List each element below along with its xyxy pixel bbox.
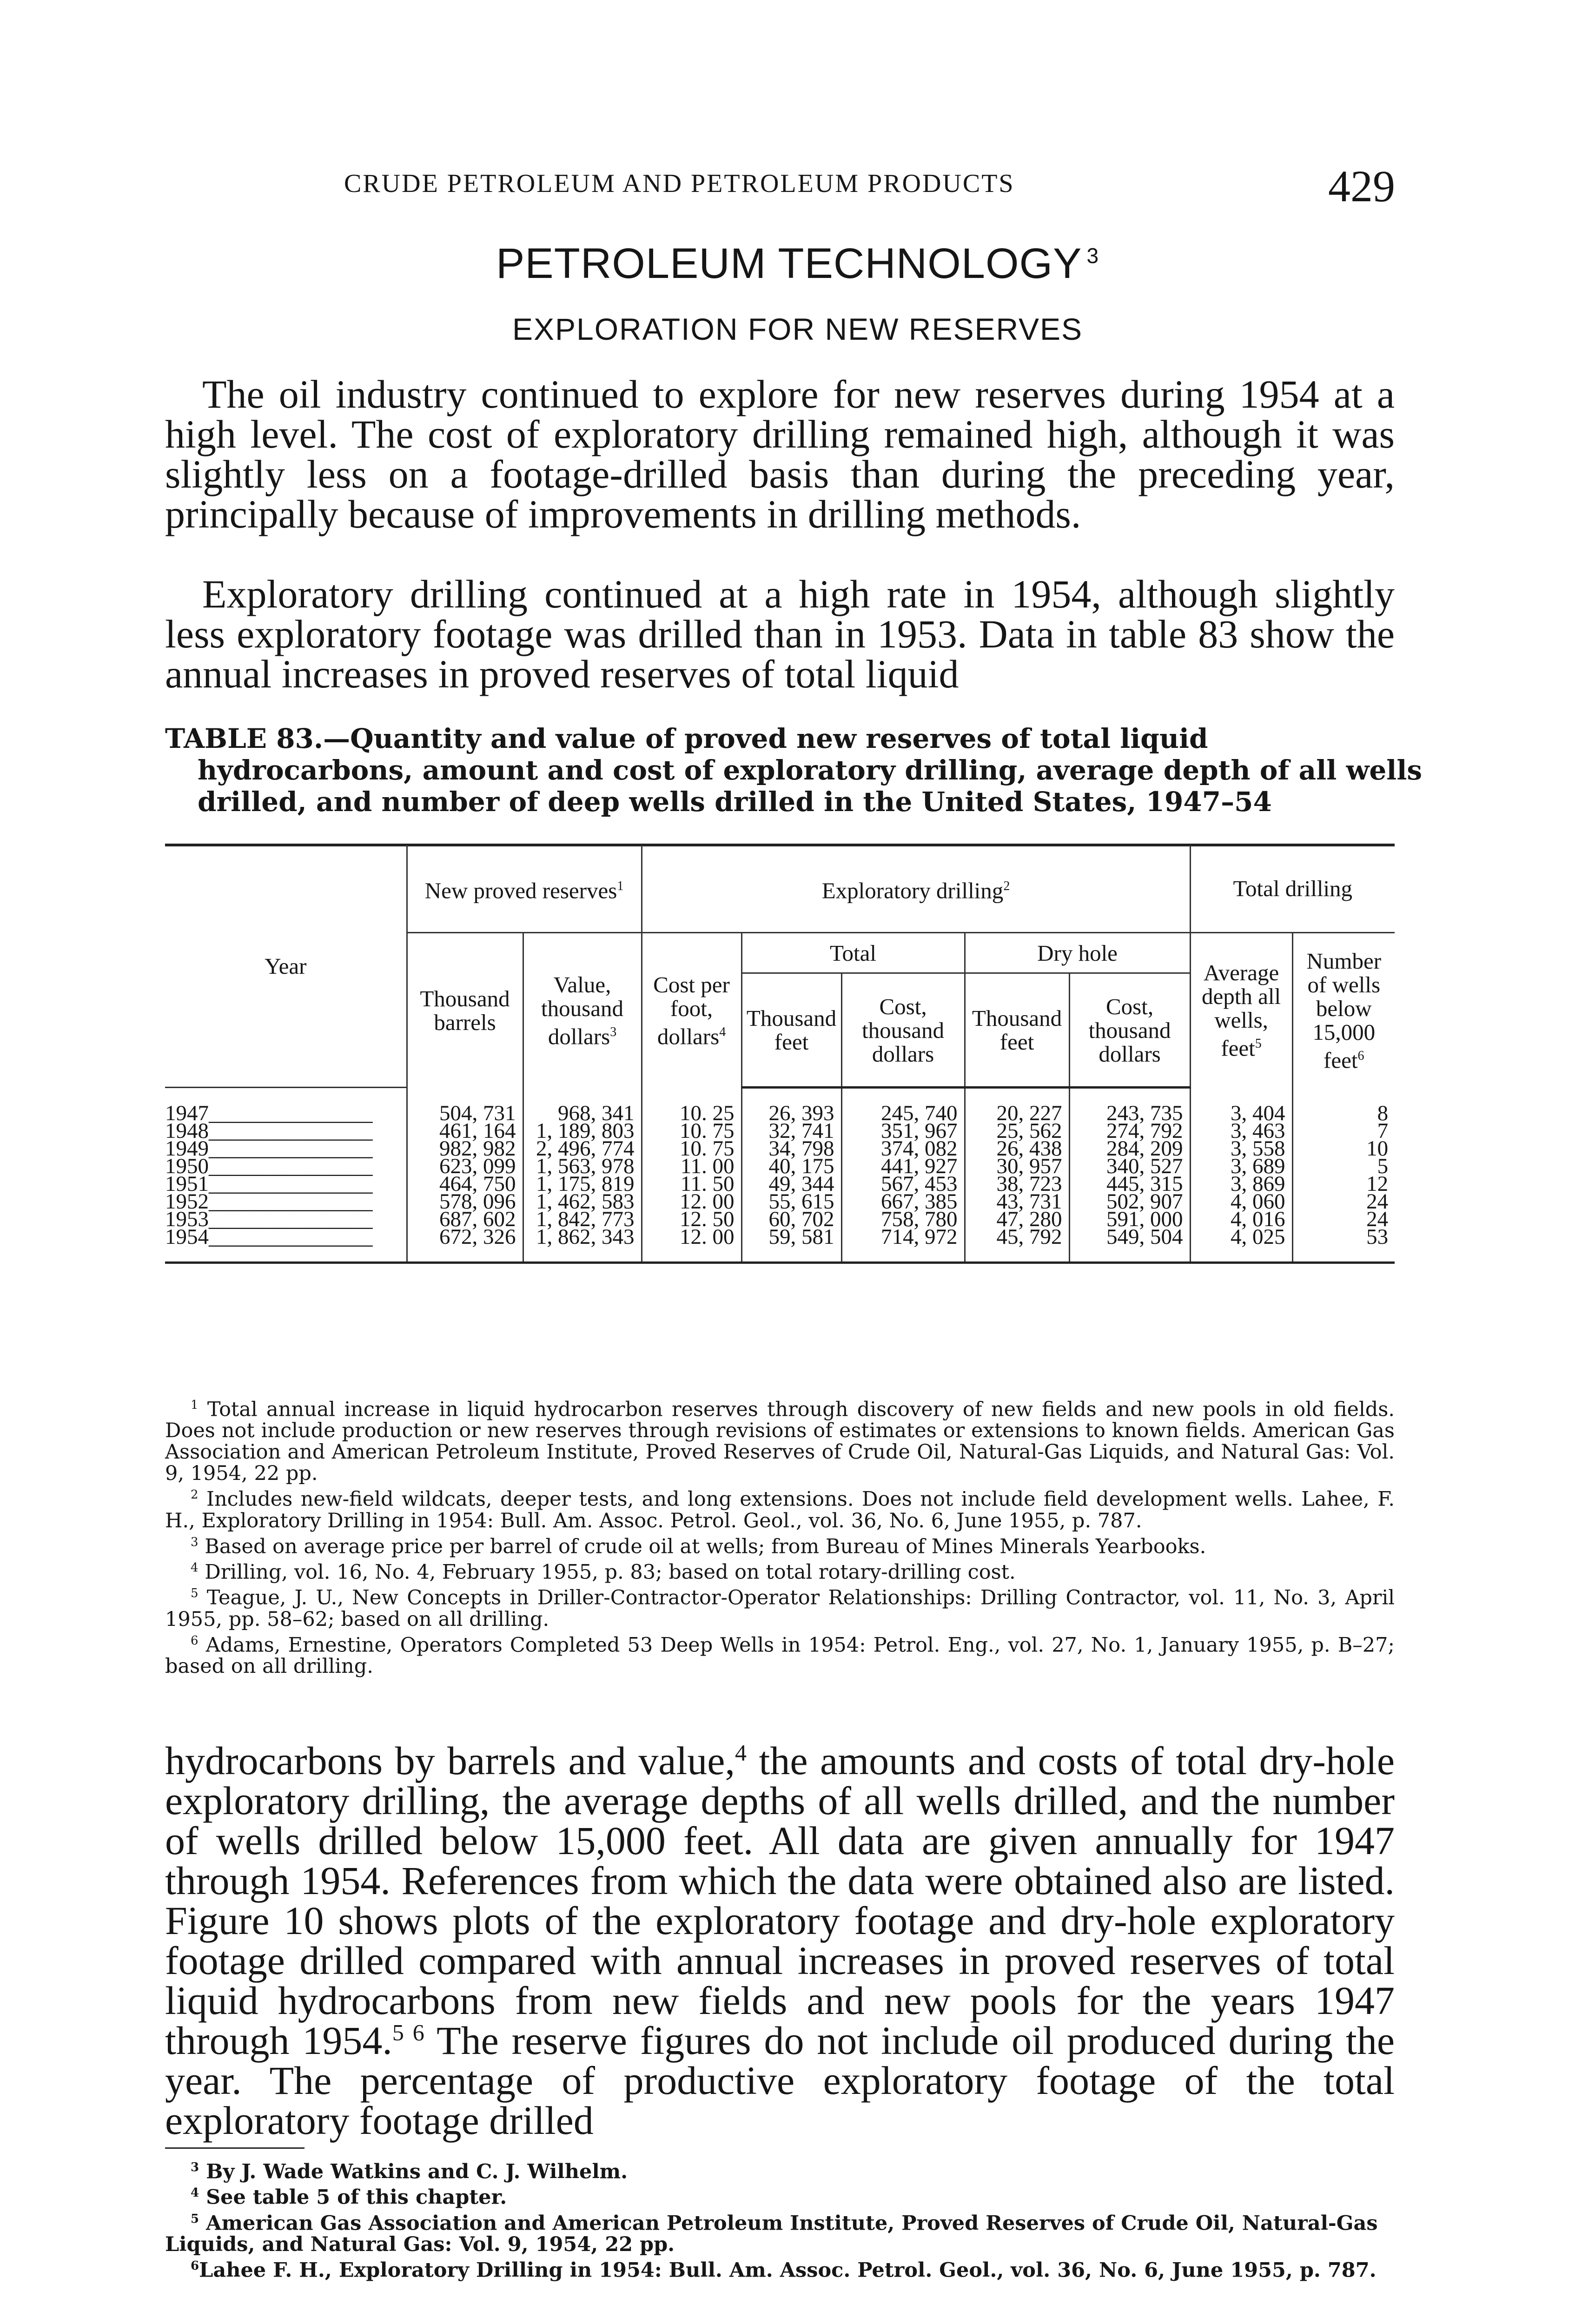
cost-per-foot-cell: 11. 50: [642, 1175, 741, 1193]
barrels-cell: 461, 164: [407, 1122, 523, 1140]
col-avg-depth-header: [1190, 933, 1292, 1088]
total-cost-cell: 245, 740: [841, 1104, 965, 1122]
group-exploratory: [642, 845, 1190, 933]
col-deep-wells-note: 6: [1357, 1048, 1364, 1063]
section-title: [0, 239, 1595, 288]
col-value-label: Value, thousand dollars: [541, 971, 623, 1049]
body-paragraph: [165, 1738, 1395, 2143]
col-barrels-label: Thousand barrels: [420, 985, 510, 1035]
total-cost-cell: 374, 082: [841, 1140, 965, 1157]
table-body: [165, 1088, 1395, 1263]
col-year-label: Year: [265, 953, 307, 979]
value-cell: 1, 563, 978: [523, 1157, 642, 1175]
value-cell: 1, 842, 773: [523, 1210, 642, 1228]
value-cell: 1, 175, 819: [523, 1175, 642, 1193]
dry-feet-cell: 25, 562: [965, 1122, 1069, 1140]
deep-wells-cell: 5: [1292, 1157, 1395, 1175]
table-row: [165, 1228, 1395, 1246]
group-new-reserves: [407, 845, 642, 933]
intro-paragraph-1: [165, 374, 1395, 534]
footnote-rule: [165, 2147, 304, 2149]
barrels-cell: 464, 750: [407, 1175, 523, 1193]
subgroup-total: Total: [741, 933, 965, 973]
deep-wells-cell: 24: [1292, 1210, 1395, 1228]
table-note: $^2$ Includes new-field wildcats, deeper tests, and long extensions. Does not include field development wells. Lahee, F. H., Exploratory Drilling in 1954: Bull. Am. Assoc. Petrol. Geol., vol. 36, No. 6, June 1955, p. 787.: [165, 1487, 1395, 1532]
year-cell: 1954_______________: [165, 1225, 373, 1249]
reserves-table: [165, 845, 1395, 1264]
dry-cost-cell: 502, 907: [1069, 1193, 1190, 1210]
year-cell: 1947_______________: [165, 1101, 373, 1125]
dry-cost-cell: 549, 504: [1069, 1228, 1190, 1246]
col-barrels-header: [407, 933, 523, 1088]
table-note: $^1$ Total annual increase in liquid hydrocarbon reserves through discovery of new fields and new pools in old fields. Does not include production or new reserves through revisions of estimates or extensions to known fields. American Gas Association and American Petroleum Institute, Proved Reserves of Crude Oil, Natural-Gas Liquids, and Natural Gas: Vol. 9, 1954, 22 pp.: [165, 1398, 1395, 1486]
table-notes: [165, 1394, 1395, 1677]
dry-feet-cell: 38, 723: [965, 1175, 1069, 1193]
avg-depth-cell: 4, 060: [1190, 1193, 1292, 1210]
group-total-drilling-label: Total drilling: [1233, 876, 1353, 901]
barrels-cell: 623, 099: [407, 1157, 523, 1175]
value-cell: 968, 341: [523, 1104, 642, 1122]
group-exploratory-note: 2: [1003, 879, 1010, 894]
avg-depth-cell: 3, 689: [1190, 1157, 1292, 1175]
dry-feet-cell: 20, 227: [965, 1104, 1069, 1122]
total-feet-cell: 49, 344: [741, 1175, 841, 1193]
dry-feet-cell: 43, 731: [965, 1193, 1069, 1210]
col-cost-per-foot-label: Cost per foot, dollars: [653, 971, 730, 1049]
total-feet-cell: 34, 798: [741, 1140, 841, 1157]
total-cost-cell: 441, 927: [841, 1157, 965, 1175]
col-value-note: 3: [610, 1024, 617, 1039]
dry-cost-cell: 243, 735: [1069, 1104, 1190, 1122]
value-cell: 1, 189, 803: [523, 1122, 642, 1140]
intro-paragraph-2: [165, 574, 1395, 694]
page-number: 429: [1328, 161, 1395, 211]
avg-depth-cell: 3, 463: [1190, 1122, 1292, 1140]
total-feet-cell: 40, 175: [741, 1157, 841, 1175]
value-cell: 1, 862, 343: [523, 1228, 642, 1246]
body-text-3: The reserve figures do not include oil produced during the year. The percentage of productive exploratory footage of the total exploratory footage drilled: [165, 2018, 1395, 2143]
section-title-text: PETROLEUM TECHNOLOGY: [496, 240, 1082, 287]
year-cell: 1949_______________: [165, 1136, 373, 1161]
year-cell: 1950_______________: [165, 1154, 373, 1178]
total-cost-cell: 567, 453: [841, 1175, 965, 1193]
value-cell: 1, 462, 583: [523, 1193, 642, 1210]
total-feet-cell: 55, 615: [741, 1193, 841, 1210]
table-caption: TABLE 83.—Quantity and value of proved new reserves of total liquid hydrocarbons, amount and cost of exploratory drilling, average depth of all wells drilled, and number of deep wells drilled in the United States, 1947–54: [165, 723, 1423, 818]
dry-feet-cell: 47, 280: [965, 1210, 1069, 1228]
footnote: $^5$ American Gas Association and American Petroleum Institute, Proved Reserves of Crude Oil, Natural-Gas Liquids, and Natural Gas: Vol. 9, 1954, 22 pp.: [165, 2211, 1378, 2256]
group-exploratory-label: Exploratory drilling: [821, 878, 1004, 904]
year-cell: 1951_______________: [165, 1172, 373, 1196]
group-new-reserves-note: 1: [617, 879, 624, 894]
section-subtitle: EXPLORATION FOR NEW RESERVES: [512, 312, 1083, 346]
page-footnotes: [165, 2157, 1395, 2281]
col-deep-wells-label: Number of wells below 15,000 feet: [1306, 948, 1382, 1073]
col-cost-per-foot-header: [642, 933, 741, 1088]
year-cell: 1948_______________: [165, 1119, 373, 1143]
barrels-cell: 578, 096: [407, 1193, 523, 1210]
col-avg-depth-label: Average depth all wells, feet: [1202, 960, 1281, 1061]
table-note: $^4$ Drilling, vol. 16, No. 4, February 1955, p. 83; based on total rotary-drilling cost.: [191, 1560, 1016, 1584]
col-cost-per-foot-note: 4: [719, 1024, 726, 1039]
cost-per-foot-cell: 10. 25: [642, 1104, 741, 1122]
cost-per-foot-cell: 10. 75: [642, 1140, 741, 1157]
cost-per-foot-cell: 10. 75: [642, 1122, 741, 1140]
col-deep-wells-header: [1292, 933, 1395, 1088]
total-feet-cell: 60, 702: [741, 1210, 841, 1228]
barrels-cell: 672, 326: [407, 1228, 523, 1246]
value-cell: 2, 496, 774: [523, 1140, 642, 1157]
total-feet-cell: 59, 581: [741, 1228, 841, 1246]
col-dry-feet-header: Thousand feet: [965, 973, 1069, 1088]
total-cost-cell: 714, 972: [841, 1228, 965, 1246]
year-cell: 1952_______________: [165, 1189, 373, 1214]
avg-depth-cell: 4, 016: [1190, 1210, 1292, 1228]
avg-depth-cell: 3, 404: [1190, 1104, 1292, 1122]
footnote: $^4$ See table 5 of this chapter.: [191, 2185, 507, 2209]
subgroup-dry-hole: Dry hole: [965, 933, 1190, 973]
total-cost-cell: 758, 780: [841, 1210, 965, 1228]
col-avg-depth-note: 5: [1255, 1037, 1262, 1051]
group-total-drilling: [1190, 845, 1395, 933]
cost-per-foot-cell: 12. 50: [642, 1210, 741, 1228]
body-text-2: the amounts and costs of total dry-hole exploratory drilling, the average depths of all wells drilled, and the number of wells drilled below 15,000 feet. All data are given annually for 1947 through 1954. References from which the data were obtained also are listed. Figure 10 shows plots of the exploratory footage and dry-hole exploratory footage drilled compared with annual increases in proved reserves of total liquid hydrocarbons from new fields and new pools for the years 1947 through 1954.: [165, 1738, 1395, 2063]
deep-wells-cell: 7: [1292, 1122, 1395, 1140]
running-header: [344, 160, 1395, 211]
year-cell: 1953_______________: [165, 1207, 373, 1231]
cost-per-foot-cell: 12. 00: [642, 1193, 741, 1210]
running-title: CRUDE PETROLEUM AND PETROLEUM PRODUCTS: [344, 169, 1015, 198]
section-title-note: 3: [1086, 244, 1099, 268]
barrels-cell: 687, 602: [407, 1210, 523, 1228]
col-total-feet-header: Thousand feet: [741, 973, 841, 1088]
barrels-cell: 504, 731: [407, 1104, 523, 1122]
dry-cost-cell: 340, 527: [1069, 1157, 1190, 1175]
deep-wells-cell: 53: [1292, 1228, 1395, 1246]
cost-per-foot-cell: 11. 00: [642, 1157, 741, 1175]
avg-depth-cell: 3, 558: [1190, 1140, 1292, 1157]
intro-paragraph-1-text: The oil industry continued to explore for new reserves during 1954 at a high level. The cost of exploratory drilling remained high, although it was slightly less on a footage-drilled basis than during the preceding year, principally because of improvements in drilling methods.: [165, 372, 1395, 536]
total-feet-cell: 26, 393: [741, 1104, 841, 1122]
deep-wells-cell: 24: [1292, 1193, 1395, 1210]
total-cost-cell: 667, 385: [841, 1193, 965, 1210]
deep-wells-cell: 12: [1292, 1175, 1395, 1193]
avg-depth-cell: 3, 869: [1190, 1175, 1292, 1193]
dry-feet-cell: 26, 438: [965, 1140, 1069, 1157]
col-dry-cost-header: Cost, thousand dollars: [1069, 973, 1190, 1088]
body-text-1: hydrocarbons by barrels and value,: [165, 1738, 735, 1783]
col-value-header: [523, 933, 642, 1088]
table-note: $^6$ Adams, Ernestine, Operators Completed 53 Deep Wells in 1954: Petrol. Eng., vol. 27, No. 1, January 1955, p. B–27; based on all drilling.: [165, 1633, 1395, 1678]
dry-feet-cell: 30, 957: [965, 1157, 1069, 1175]
deep-wells-cell: 8: [1292, 1104, 1395, 1122]
total-cost-cell: 351, 967: [841, 1122, 965, 1140]
footnote: $^3$ By J. Wade Watkins and C. J. Wilhelm.: [191, 2160, 628, 2184]
body-note-ref-1: 4: [735, 1739, 747, 1766]
group-new-reserves-label: New proved reserves: [424, 878, 617, 904]
deep-wells-cell: 10: [1292, 1140, 1395, 1157]
intro-paragraph-2-text: Exploratory drilling continued at a high rate in 1954, although slightly less exploratory footage was drilled than in 1953. Data in table 83 show the annual increases in proved reserves of total liquid: [165, 572, 1395, 696]
body-note-ref-2: 5 6: [392, 2019, 424, 2046]
dry-cost-cell: 284, 209: [1069, 1140, 1190, 1157]
dry-cost-cell: 274, 792: [1069, 1122, 1190, 1140]
table-note: $^3$ Based on average price per barrel of crude oil at wells; from Bureau of Mines Minerals Yearbooks.: [191, 1534, 1206, 1558]
total-feet-cell: 32, 741: [741, 1122, 841, 1140]
barrels-cell: 982, 982: [407, 1140, 523, 1157]
footnote: $^6$Lahee F. H., Exploratory Drilling in 1954: Bull. Am. Assoc. Petrol. Geol., vol. 36, No. 6, June 1955, p. 787.: [191, 2258, 1377, 2282]
cost-per-foot-cell: 12. 00: [642, 1228, 741, 1246]
col-total-cost-header: Cost, thousand dollars: [841, 973, 965, 1088]
col-year-header: [165, 845, 407, 1088]
dry-cost-cell: 591, 000: [1069, 1210, 1190, 1228]
table-note: $^5$ Teague, J. U., New Concepts in Driller-Contractor-Operator Relationships: Drilling Contractor, vol. 11, No. 3, April 1955, pp. 58–62; based on all drilling.: [165, 1586, 1395, 1631]
dry-cost-cell: 445, 315: [1069, 1175, 1190, 1193]
avg-depth-cell: 4, 025: [1190, 1228, 1292, 1246]
dry-feet-cell: 45, 792: [965, 1228, 1069, 1246]
